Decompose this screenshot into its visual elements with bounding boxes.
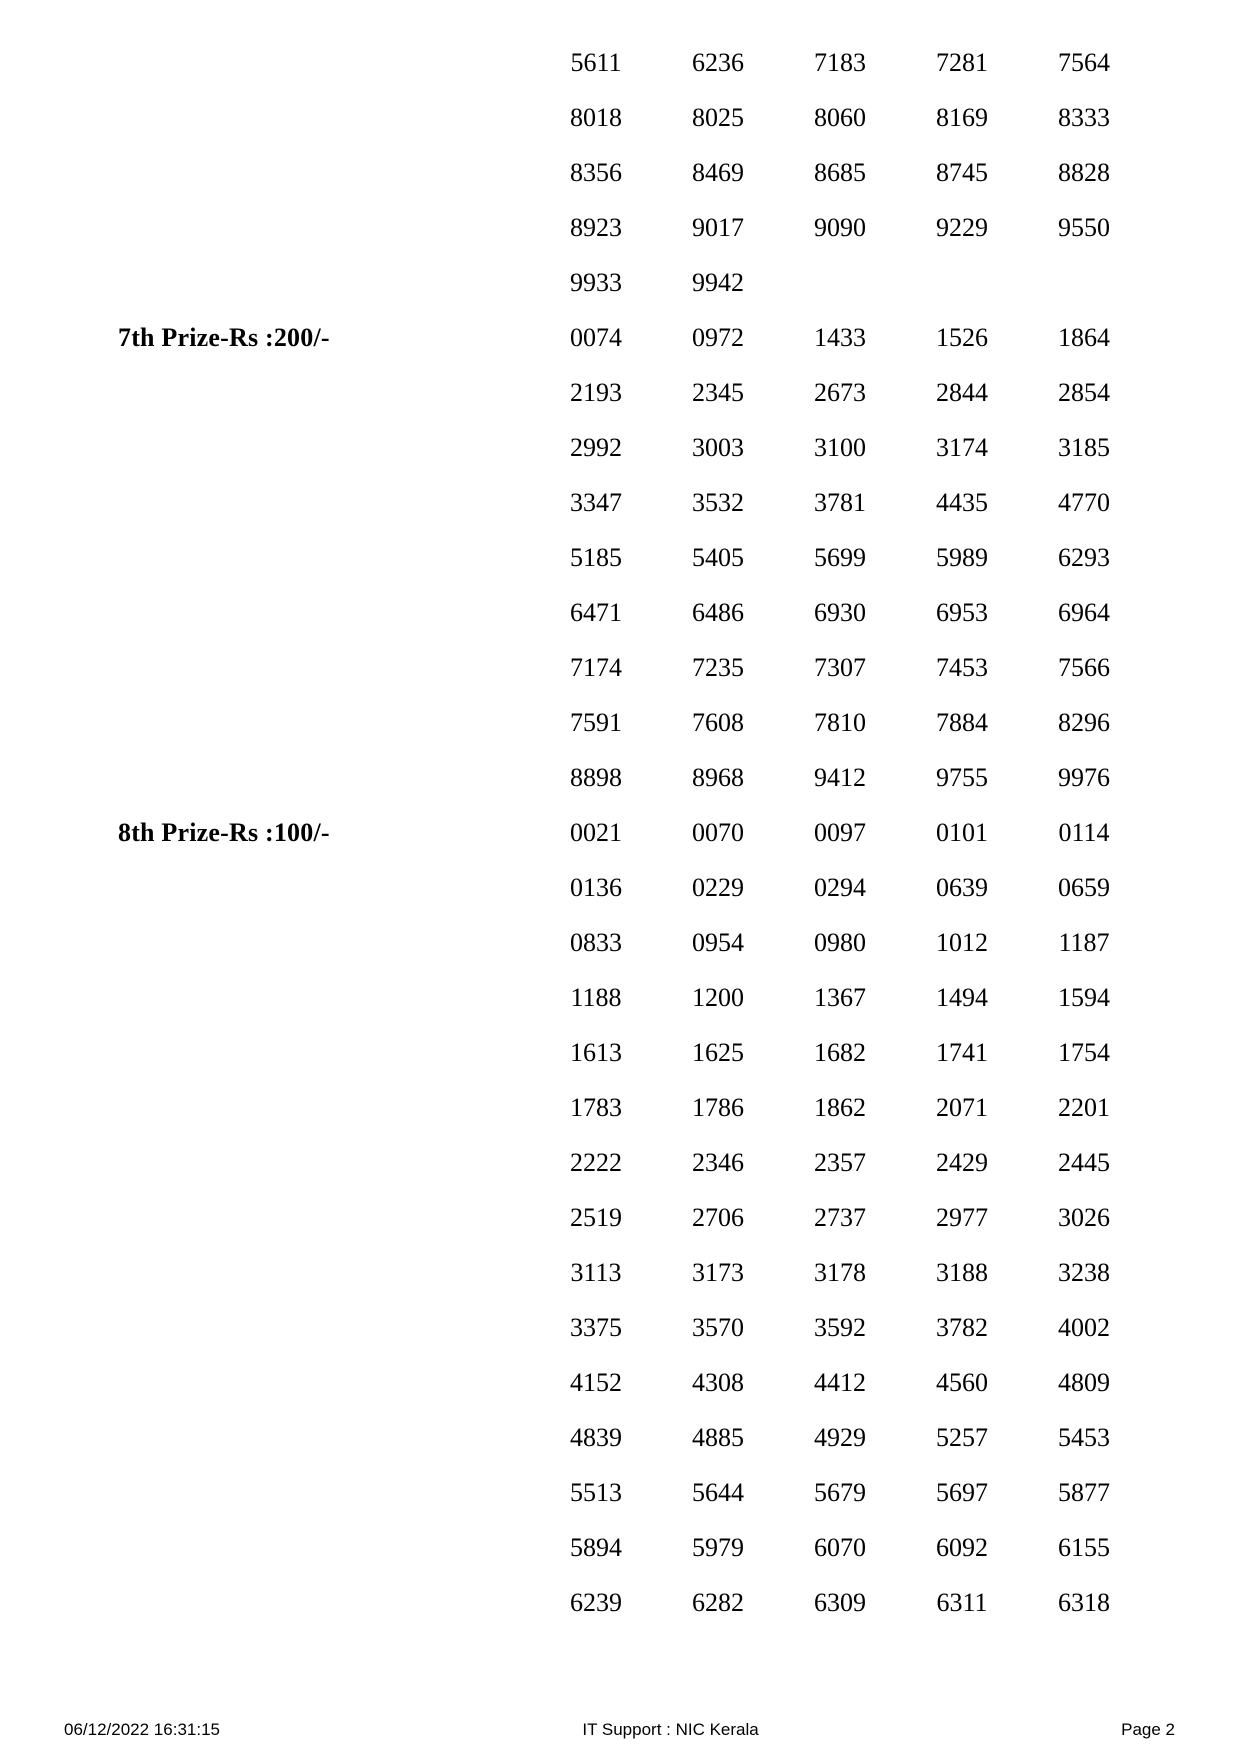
number-cell: 4839 [570,1422,622,1452]
number-cell: 7564 [1058,47,1110,77]
number-cell: 7608 [692,707,744,737]
number-cell: 1187 [1058,927,1110,957]
number-cell: 2357 [814,1147,866,1177]
number-cell: 6309 [814,1587,866,1617]
number-cell: 1864 [1058,322,1110,352]
table-row [0,970,1241,1025]
number-cell: 7281 [936,47,988,77]
number-cell: 8025 [692,102,744,132]
number-cell: 4770 [1058,487,1110,517]
number-cell: 3188 [936,1257,988,1287]
number-cell: 3174 [936,432,988,462]
table-row [0,1025,1241,1080]
number-cell: 6239 [570,1587,622,1617]
number-cell: 1433 [814,322,866,352]
number-cell: 7566 [1058,652,1110,682]
number-cell: 3532 [692,487,744,517]
number-cell: 6293 [1058,542,1110,572]
number-cell: 8296 [1058,707,1110,737]
table-row [0,255,1241,310]
number-cell: 8828 [1058,157,1110,187]
number-cell: 3003 [692,432,744,462]
number-cell: 6282 [692,1587,744,1617]
number-cell: 1625 [692,1037,744,1067]
number-cell: 1783 [570,1092,622,1122]
number-cell: 4885 [692,1422,744,1452]
table-row [0,585,1241,640]
number-cell: 8745 [936,157,988,187]
number-cell: 3570 [692,1312,744,1342]
number-cell: 3178 [814,1257,866,1287]
table-row [0,310,1241,365]
number-cell: 6155 [1058,1532,1110,1562]
number-cell: 0659 [1058,872,1110,902]
number-cell: 0954 [692,927,744,957]
number-cell: 4002 [1058,1312,1110,1342]
number-cell: 5453 [1058,1422,1110,1452]
footer-datetime: 06/12/2022 16:31:15 [64,1720,220,1739]
number-cell: 1613 [570,1037,622,1067]
number-cell: 2222 [570,1147,622,1177]
number-cell: 2737 [814,1202,866,1232]
number-cell: 1012 [936,927,988,957]
number-cell: 5257 [936,1422,988,1452]
number-cell: 9090 [814,212,866,242]
number-cell: 3173 [692,1257,744,1287]
number-cell: 0101 [936,817,988,847]
footer [0,1720,1241,1740]
results-table [0,35,1241,1630]
number-cell: 5989 [936,542,988,572]
table-row [0,1300,1241,1355]
number-cell: 5979 [692,1532,744,1562]
number-cell: 4809 [1058,1367,1110,1397]
number-cell: 5644 [692,1477,744,1507]
number-cell: 9942 [692,267,744,297]
number-cell: 1367 [814,982,866,1012]
number-cell: 1594 [1058,982,1110,1012]
number-cell: 2346 [692,1147,744,1177]
number-cell: 4308 [692,1367,744,1397]
number-cell: 4929 [814,1422,866,1452]
number-cell: 5894 [570,1532,622,1562]
number-cell: 0833 [570,927,622,957]
number-cell: 9017 [692,212,744,242]
number-cell: 6236 [692,47,744,77]
number-cell: 3592 [814,1312,866,1342]
number-cell: 2071 [936,1092,988,1122]
table-row [0,1465,1241,1520]
number-cell: 2844 [936,377,988,407]
number-cell: 0021 [570,817,622,847]
number-cell: 7884 [936,707,988,737]
table-row [0,1135,1241,1190]
number-cell: 5185 [570,542,622,572]
number-cell: 2673 [814,377,866,407]
number-cell: 0980 [814,927,866,957]
number-cell: 1200 [692,982,744,1012]
number-cell: 2445 [1058,1147,1110,1177]
number-cell: 6471 [570,597,622,627]
number-cell: 1754 [1058,1037,1110,1067]
number-cell: 7174 [570,652,622,682]
table-row [0,1575,1241,1630]
number-cell: 2519 [570,1202,622,1232]
number-cell: 4152 [570,1367,622,1397]
table-row [0,530,1241,585]
table-row [0,640,1241,695]
number-cell: 0074 [570,322,622,352]
number-cell: 9933 [570,267,622,297]
number-cell: 8968 [692,762,744,792]
number-cell: 1494 [936,982,988,1012]
number-cell: 3781 [814,487,866,517]
number-cell: 6070 [814,1532,866,1562]
number-cell: 9755 [936,762,988,792]
number-cell: 1741 [936,1037,988,1067]
number-cell: 1682 [814,1037,866,1067]
table-row [0,1410,1241,1465]
number-cell: 0972 [692,322,744,352]
table-row [0,145,1241,200]
number-cell: 8060 [814,102,866,132]
number-cell: 1786 [692,1092,744,1122]
number-cell: 6318 [1058,1587,1110,1617]
number-cell: 3347 [570,487,622,517]
number-cell: 4435 [936,487,988,517]
number-cell: 3113 [570,1257,622,1287]
number-cell: 4412 [814,1367,866,1397]
number-cell: 7453 [936,652,988,682]
number-cell: 3100 [814,432,866,462]
table-row [0,915,1241,970]
table-row [0,1245,1241,1300]
table-row [0,420,1241,475]
number-cell: 5699 [814,542,866,572]
table-row [0,200,1241,255]
number-cell: 2706 [692,1202,744,1232]
number-cell: 3238 [1058,1257,1110,1287]
number-cell: 3375 [570,1312,622,1342]
number-cell: 8169 [936,102,988,132]
number-cell: 0070 [692,817,744,847]
number-cell: 2992 [570,432,622,462]
number-cell: 2345 [692,377,744,407]
number-cell: 5405 [692,542,744,572]
number-cell: 6953 [936,597,988,627]
number-cell: 1188 [570,982,622,1012]
number-cell: 5697 [936,1477,988,1507]
number-cell: 6311 [936,1587,988,1617]
number-cell: 2854 [1058,377,1110,407]
number-cell: 7235 [692,652,744,682]
number-cell: 0114 [1058,817,1110,847]
table-row [0,695,1241,750]
table-row [0,1080,1241,1135]
number-cell: 0294 [814,872,866,902]
number-cell: 8333 [1058,102,1110,132]
table-row [0,365,1241,420]
number-cell: 7183 [814,47,866,77]
number-cell: 3026 [1058,1202,1110,1232]
number-cell: 9550 [1058,212,1110,242]
number-cell: 1526 [936,322,988,352]
number-cell: 7591 [570,707,622,737]
number-cell: 9976 [1058,762,1110,792]
prize-label: 7th Prize-Rs :200/- [118,322,330,352]
number-cell: 8018 [570,102,622,132]
number-cell: 5679 [814,1477,866,1507]
number-cell: 0229 [692,872,744,902]
table-row [0,860,1241,915]
prize-label: 8th Prize-Rs :100/- [118,817,330,847]
number-cell: 5513 [570,1477,622,1507]
number-cell: 1862 [814,1092,866,1122]
number-cell: 8898 [570,762,622,792]
number-cell: 7810 [814,707,866,737]
table-row [0,805,1241,860]
number-cell: 6964 [1058,597,1110,627]
number-cell: 8469 [692,157,744,187]
footer-support-text: IT Support : NIC Kerala [582,1720,759,1739]
number-cell: 3185 [1058,432,1110,462]
number-cell: 6486 [692,597,744,627]
table-row [0,1355,1241,1410]
number-cell: 2201 [1058,1092,1110,1122]
number-cell: 8685 [814,157,866,187]
table-row [0,475,1241,530]
number-cell: 2429 [936,1147,988,1177]
number-cell: 7307 [814,652,866,682]
number-cell: 2193 [570,377,622,407]
number-cell: 5611 [570,47,622,77]
number-cell: 0097 [814,817,866,847]
number-cell: 8356 [570,157,622,187]
number-cell: 5877 [1058,1477,1110,1507]
table-row [0,90,1241,145]
number-cell: 0136 [570,872,622,902]
number-cell: 6930 [814,597,866,627]
table-row [0,35,1241,90]
number-cell: 9229 [936,212,988,242]
number-cell: 0639 [936,872,988,902]
number-cell: 3782 [936,1312,988,1342]
number-cell: 8923 [570,212,622,242]
footer-page-number: Page 2 [1121,1720,1175,1739]
number-cell: 2977 [936,1202,988,1232]
table-row [0,750,1241,805]
number-cell: 6092 [936,1532,988,1562]
table-row [0,1190,1241,1245]
table-row [0,1520,1241,1575]
number-cell: 4560 [936,1367,988,1397]
number-cell: 9412 [814,762,866,792]
